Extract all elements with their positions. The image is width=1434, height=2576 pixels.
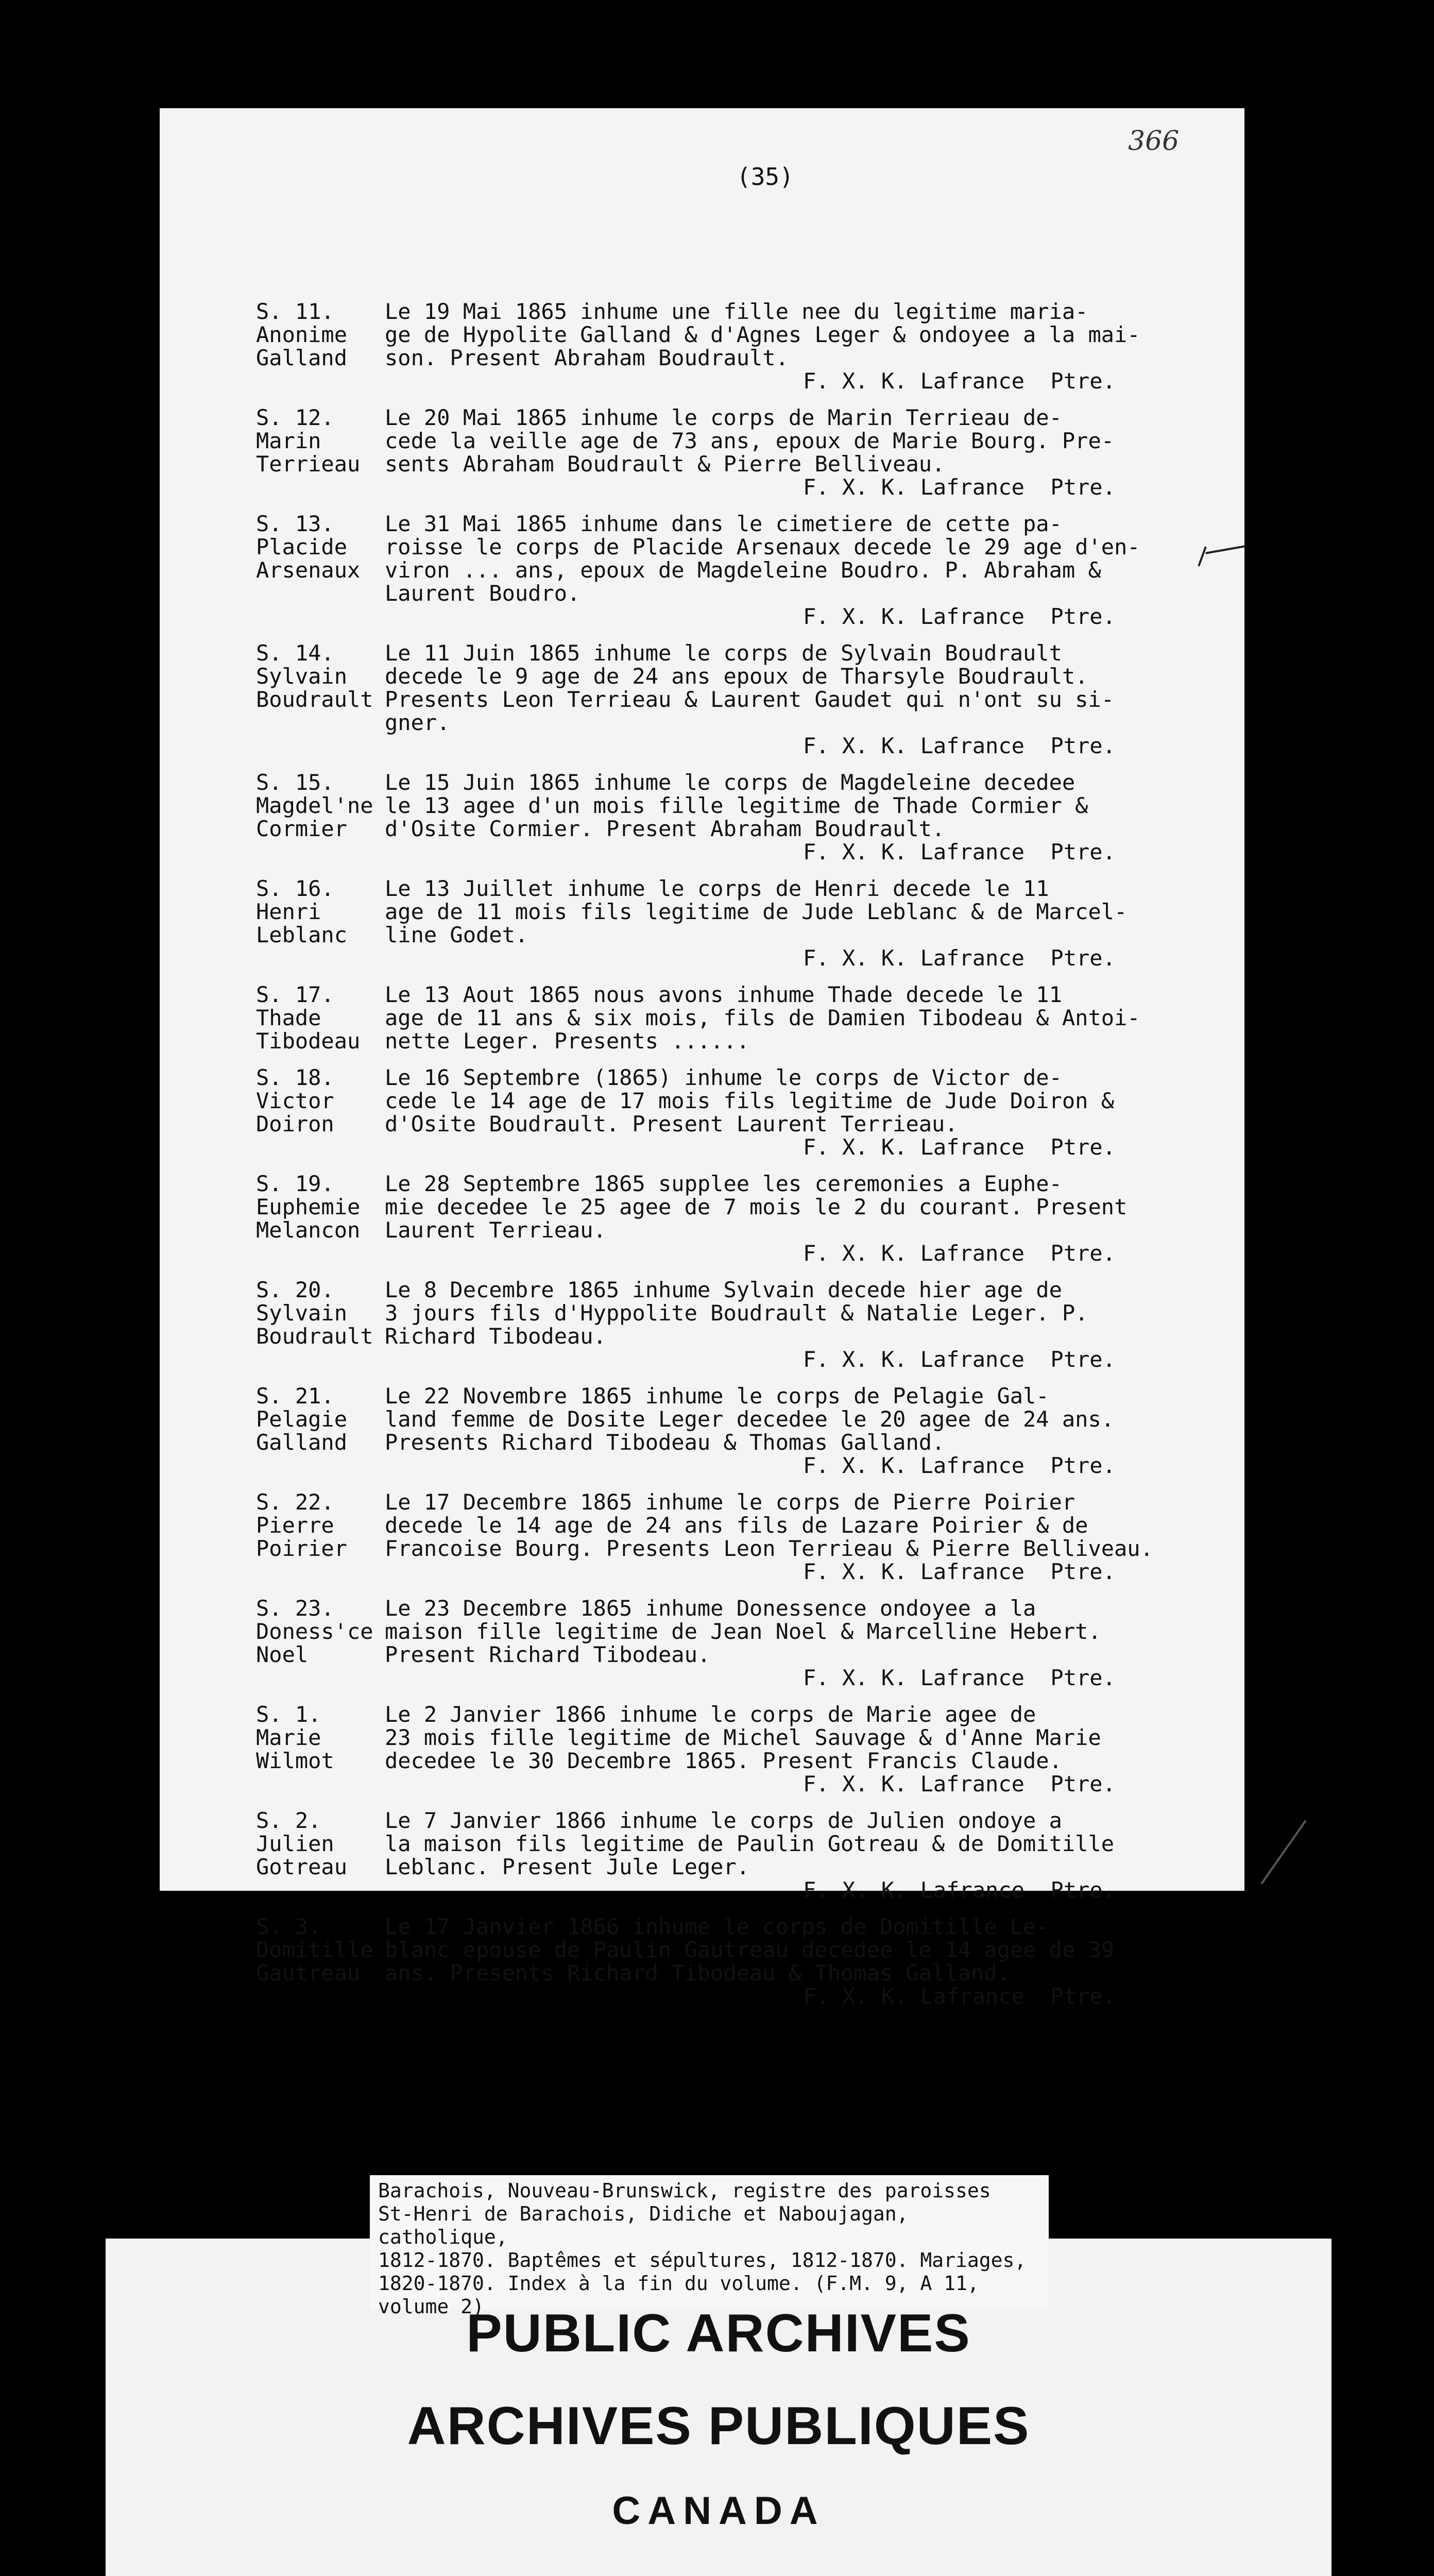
entry-number: S. 15. [256, 770, 334, 795]
entry-text: Le 17 Janvier 1866 inhume le corps de Domitille Le- blanc epouse de Paulin Gautreau decedee le 14 agee de 39 ans. Presents Richard Tibodeau & Thomas Galland. [385, 1914, 1115, 1986]
entry-number: S. 21. [256, 1383, 334, 1409]
entry-surname: Gautreau [256, 1960, 361, 1986]
entry-surname: Doiron [256, 1111, 334, 1137]
entry-name: Anonime [256, 322, 348, 347]
priest-signature: F. X. K. Lafrance Ptre. [803, 1665, 1116, 1690]
priest-signature: F. X. K. Lafrance Ptre. [803, 604, 1116, 629]
entry-name: Doness'ce [256, 1619, 373, 1644]
entry-number: S. 13. [256, 511, 334, 536]
burial-entry [256, 300, 1183, 393]
entry-name: Marie [256, 1725, 321, 1750]
entry-number: S. 23. [256, 1596, 334, 1621]
burial-entry [256, 406, 1183, 499]
burial-entry [256, 771, 1183, 863]
burial-entry [256, 512, 1183, 628]
entry-text: Le 28 Septembre 1865 supplee les ceremonies a Euphe- mie decedee le 25 agee de 7 mois le 2 du courant. Present Laurent Terrieau. [385, 1171, 1128, 1243]
priest-signature: F. X. K. Lafrance Ptre. [803, 1877, 1116, 1903]
entry-name: Pierre [256, 1513, 334, 1538]
entry-number: S. 2. [256, 1808, 321, 1833]
entry-surname: Poirier [256, 1536, 348, 1561]
handwritten-page-number: 366 [1128, 126, 1180, 157]
burial-entries [256, 300, 1183, 2021]
entry-name: Julien [256, 1831, 334, 1856]
entry-number: S. 14. [256, 640, 334, 666]
entry-name: Sylvain [256, 1300, 348, 1326]
archive-title-french: ARCHIVES PUBLIQUES [407, 2396, 1030, 2456]
entry-name: Euphemie [256, 1194, 361, 1219]
entry-text: Le 17 Decembre 1865 inhume le corps de Pierre Poirier decede le 14 age de 24 ans fils de Lazare Poirier & de Francoise Bourg. Presents Leon Terrieau & Pierre Belliveau. [385, 1489, 1153, 1561]
entry-text: Le 23 Decembre 1865 inhume Donessence ondoyee a la maison fille legitime de Jean Noel & Marcelline Hebert. Present Richard Tibodeau. [385, 1596, 1101, 1667]
entry-name: Thade [256, 1005, 321, 1030]
typed-page-number: (35) [737, 163, 794, 191]
entry-surname: Leblanc [256, 922, 348, 947]
entry-number: S. 17. [256, 982, 334, 1007]
film-scratch [1260, 1820, 1306, 1884]
entry-surname: Wilmot [256, 1748, 334, 1773]
entry-surname: Boudrault [256, 687, 373, 712]
entry-name: Pelagie [256, 1406, 348, 1432]
burial-entry [256, 1703, 1183, 1795]
entry-text: Le 16 Septembre (1865) inhume le corps de Victor de- cede le 14 age de 17 mois fils legitime de Jude Doiron & d'Osite Boudrault. Present Laurent Terrieau. [385, 1065, 1115, 1137]
entry-number: S. 18. [256, 1065, 334, 1090]
burial-entry [256, 641, 1183, 757]
archive-country: CANADA [612, 2489, 825, 2533]
priest-signature: F. X. K. Lafrance Ptre. [803, 368, 1116, 394]
entry-surname: Cormier [256, 816, 348, 841]
burial-entry [256, 1915, 1183, 2008]
burial-entry [256, 1809, 1183, 1902]
burial-entry [256, 1597, 1183, 1689]
entry-surname: Galland [256, 345, 348, 370]
burial-entry [256, 1172, 1183, 1265]
entry-surname: Gotreau [256, 1854, 348, 1879]
priest-signature: F. X. K. Lafrance Ptre. [803, 1984, 1116, 2009]
entry-text: Le 8 Decembre 1865 inhume Sylvain decede hier age de 3 jours fils d'Hyppolite Boudrault & Natalie Leger. P. Richard Tibodeau. [385, 1277, 1088, 1349]
entry-name: Placide [256, 534, 348, 560]
catalog-label: Barachois, Nouveau-Brunswick, registre des paroisses St-Henri de Barachois, Didiche et Naboujagan, catholique, 1812-1870. Baptêmes et sépultures, 1812-1870. Mariages, 1820-1870. Index à la fin du volume. (F.M. 9, A 11, volume 2) [370, 2175, 1049, 2309]
entry-surname: Tibodeau [256, 1028, 361, 1054]
entry-number: S. 19. [256, 1171, 334, 1196]
priest-signature: F. X. K. Lafrance Ptre. [803, 1771, 1116, 1797]
entry-number: S. 12. [256, 405, 334, 430]
entry-name: Sylvain [256, 664, 348, 689]
burial-entry [256, 1278, 1183, 1371]
entry-name: Domitille [256, 1937, 373, 1962]
entry-surname: Melancon [256, 1217, 361, 1243]
entry-surname: Boudrault [256, 1324, 373, 1349]
priest-signature: F. X. K. Lafrance Ptre. [803, 945, 1116, 971]
entry-text: Le 13 Juillet inhume le corps de Henri decede le 11 age de 11 mois fils legitime de Jude Leblanc & de Marcel- line Godet. [385, 876, 1128, 947]
priest-signature: F. X. K. Lafrance Ptre. [803, 1134, 1116, 1160]
entry-surname: Noel [256, 1642, 309, 1667]
entry-surname: Terrieau [256, 451, 361, 477]
burial-entry [256, 1384, 1183, 1477]
entry-text: Le 19 Mai 1865 inhume une fille nee du legitime maria- ge de Hypolite Galland & d'Agnes Leger & ondoyee a la mai- son. Present Abraham Boudrault. [385, 299, 1140, 370]
burial-entry [256, 1490, 1183, 1583]
entry-text: Le 20 Mai 1865 inhume le corps de Marin Terrieau de- cede la veille age de 73 ans, epoux de Marie Bourg. Pre- sents Abraham Boudrault & Pierre Belliveau. [385, 405, 1115, 477]
priest-signature: F. X. K. Lafrance Ptre. [803, 1347, 1116, 1372]
priest-signature: F. X. K. Lafrance Ptre. [803, 474, 1116, 500]
priest-signature: F. X. K. Lafrance Ptre. [803, 839, 1116, 865]
entry-surname: Galland [256, 1430, 348, 1455]
burial-entry [256, 983, 1183, 1053]
entry-text: Le 22 Novembre 1865 inhume le corps de Pelagie Gal- land femme de Dosite Leger decedee le 20 agee de 24 ans. Presents Richard Tibodeau & Thomas Galland. [385, 1383, 1115, 1455]
archive-title-english: PUBLIC ARCHIVES [466, 2303, 971, 2363]
burial-entry [256, 877, 1183, 970]
entry-name: Henri [256, 899, 321, 924]
entry-name: Magdel'ne [256, 793, 373, 818]
priest-signature: F. X. K. Lafrance Ptre. [803, 1453, 1116, 1478]
burial-entry [256, 1066, 1183, 1159]
entry-number: S. 11. [256, 299, 334, 324]
entry-surname: Arsenaux [256, 557, 361, 583]
priest-signature: F. X. K. Lafrance Ptre. [803, 733, 1116, 758]
entry-number: S. 22. [256, 1489, 334, 1515]
entry-name: Victor [256, 1088, 334, 1113]
entry-number: S. 16. [256, 876, 334, 901]
entry-number: S. 20. [256, 1277, 334, 1302]
entry-text: Le 15 Juin 1865 inhume le corps de Magdeleine decedee le 13 agee d'un mois fille legitime de Thade Cormier & d'Osite Cormier. Present Abraham Boudrault. [385, 770, 1088, 841]
entry-number: S. 1. [256, 1702, 321, 1727]
entry-text: Le 7 Janvier 1866 inhume le corps de Julien ondoye a la maison fils legitime de Paulin Gotreau & de Domitille Leblanc. Present Jule Leger. [385, 1808, 1115, 1879]
priest-signature: F. X. K. Lafrance Ptre. [803, 1559, 1116, 1584]
entry-text: Le 11 Juin 1865 inhume le corps de Sylvain Boudrault decede le 9 age de 24 ans epoux de Tharsyle Boudrault. Presents Leon Terrieau & Laurent Gaudet qui n'ont su si- gner. [385, 640, 1115, 735]
entry-text: Le 2 Janvier 1866 inhume le corps de Marie agee de 23 mois fille legitime de Michel Sauvage & d'Anne Marie decedee le 30 Decembre 1865. Present Francis Claude. [385, 1702, 1101, 1773]
entry-text: Le 13 Aout 1865 nous avons inhume Thade decede le 11 age de 11 ans & six mois, fils de Damien Tibodeau & Antoi- nette Leger. Presents ...... [385, 982, 1140, 1054]
entry-number: S. 3. [256, 1914, 321, 1939]
priest-signature: F. X. K. Lafrance Ptre. [803, 1241, 1116, 1266]
entry-text: Le 31 Mai 1865 inhume dans le cimetiere de cette pa- roisse le corps de Placide Arsenaux decede le 29 age d'en- viron ... ans, epoux de Magdeleine Boudro. P. Abraham & Laurent Boudro. [385, 511, 1140, 606]
entry-name: Marin [256, 428, 321, 453]
